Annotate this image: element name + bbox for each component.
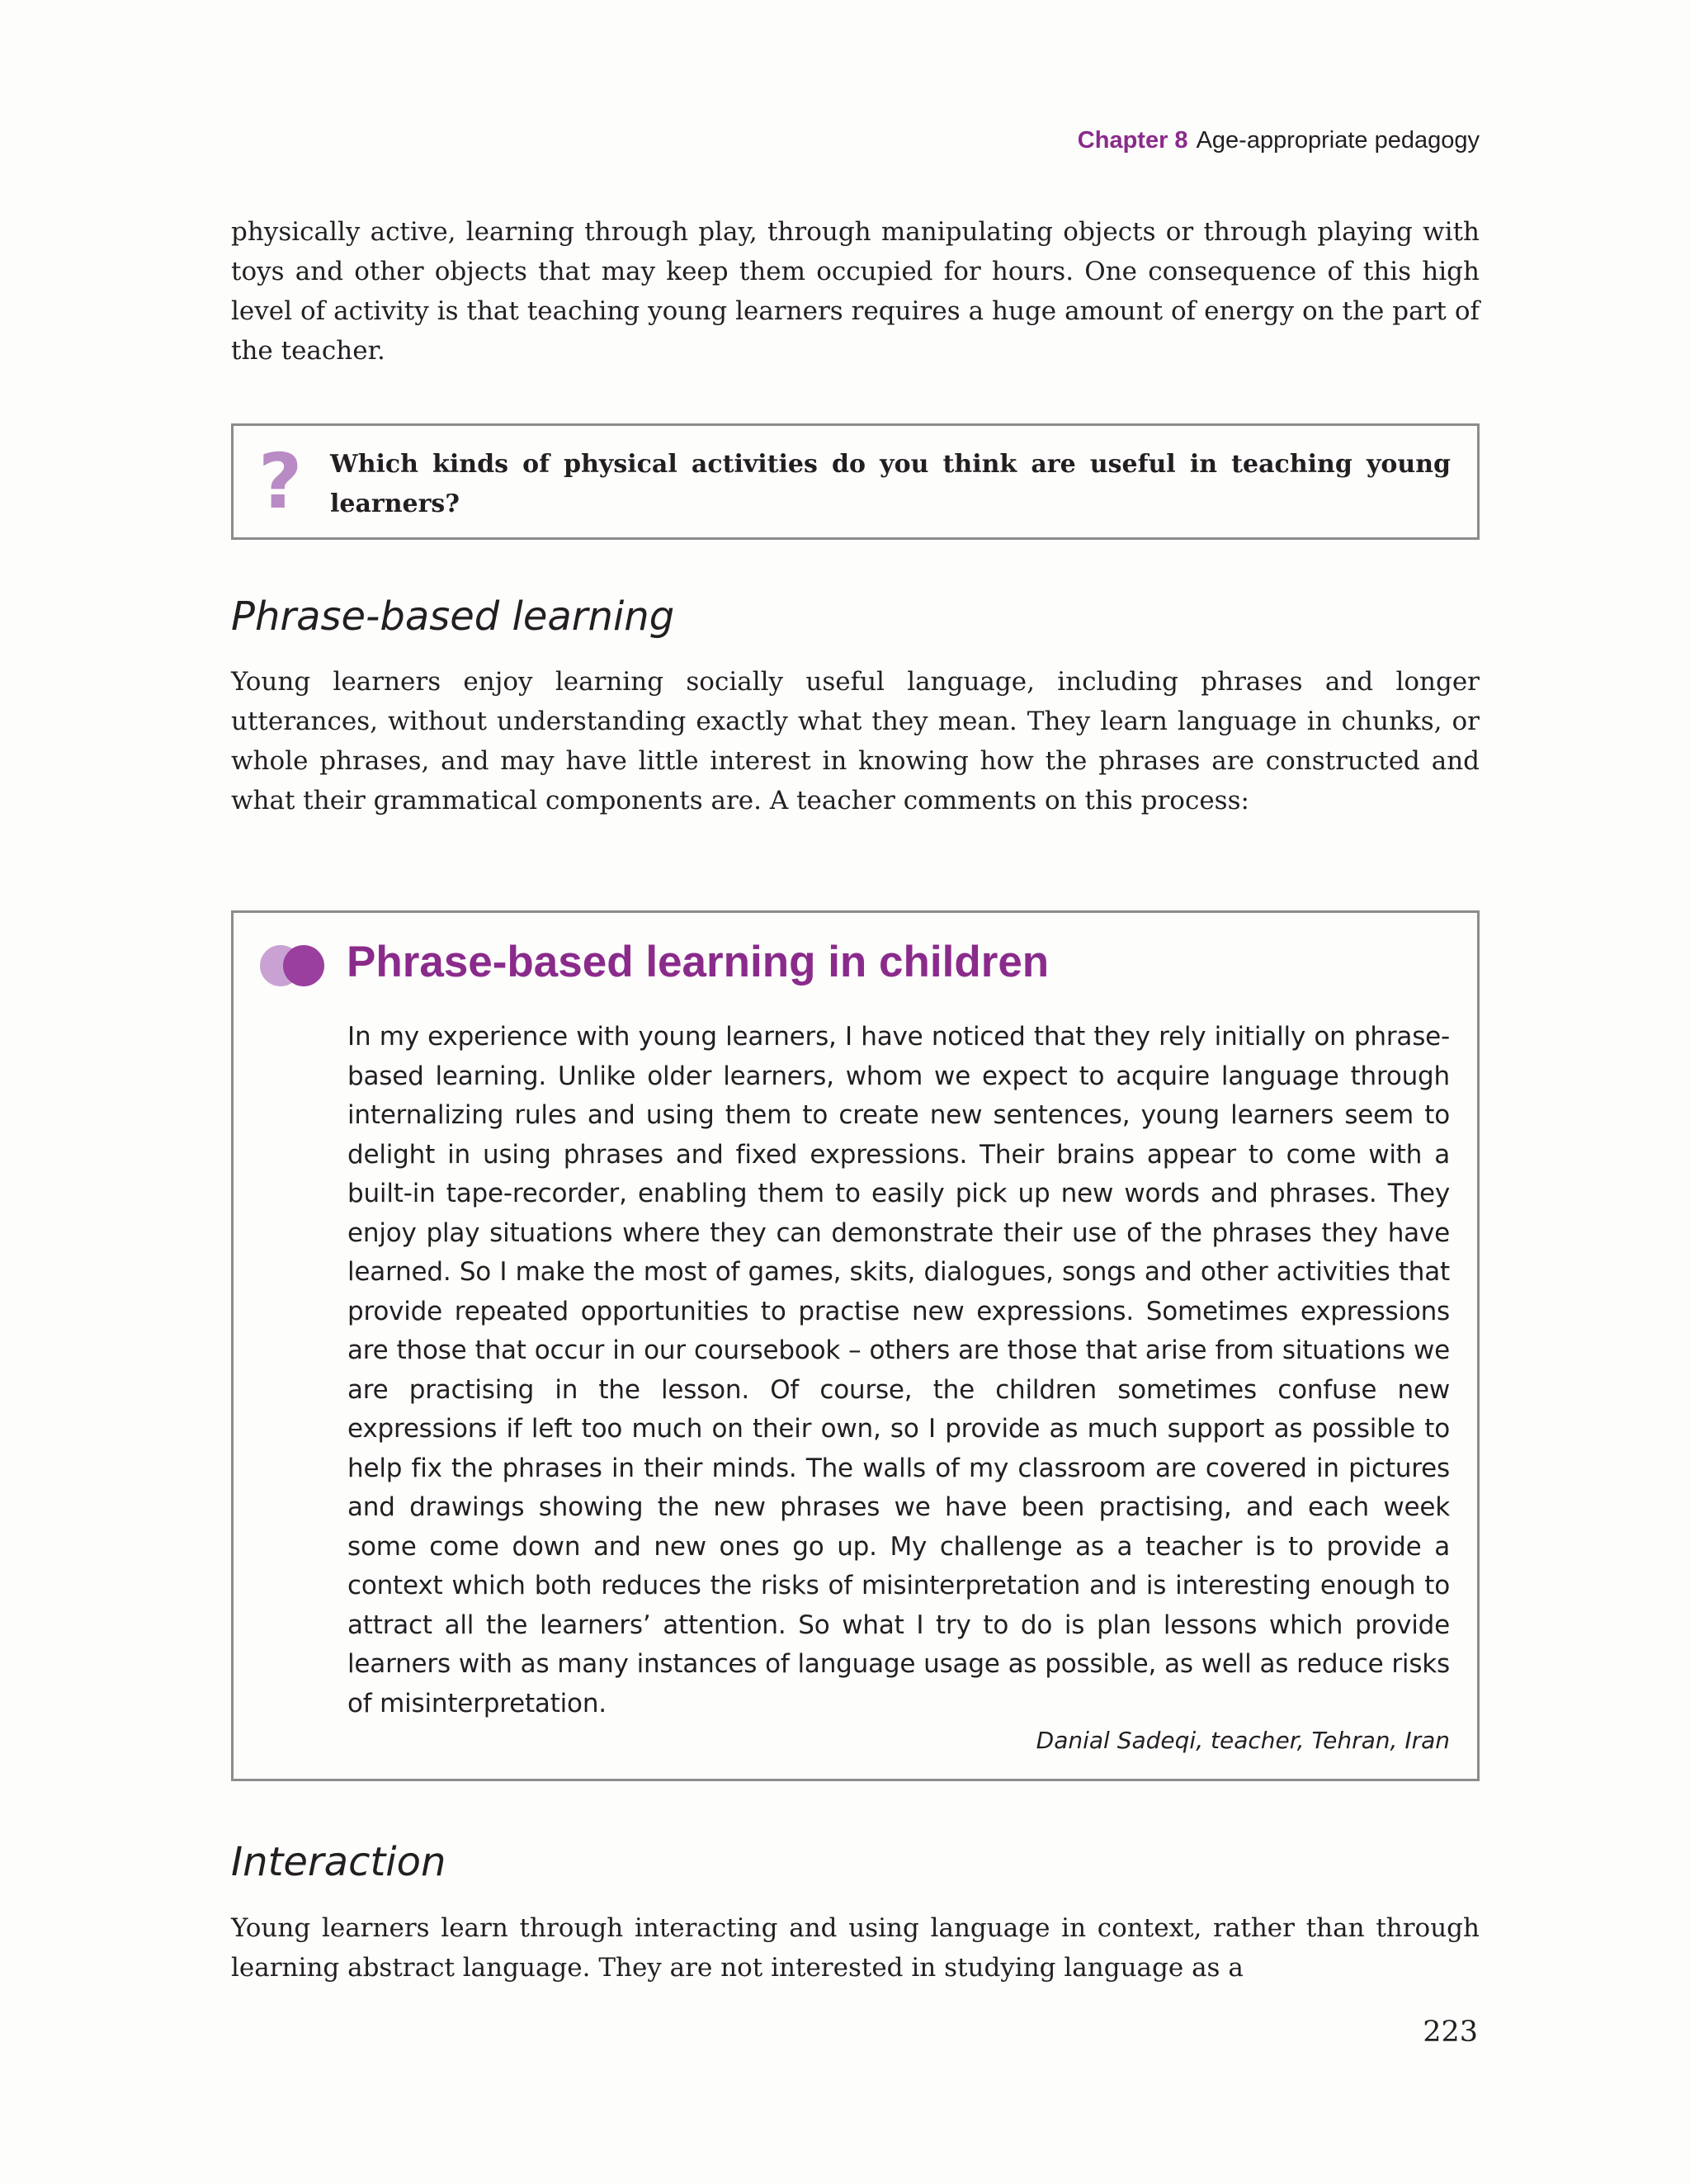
- teacher-quote-box: [231, 910, 1480, 1781]
- section-heading-phrase-based-learning: Phrase-based learning: [231, 593, 675, 640]
- quote-attribution: Danial Sadeqi, teacher, Tehran, Iran: [1036, 1727, 1450, 1754]
- question-box: [231, 423, 1480, 540]
- intro-paragraph: physically active, learning through play, through manipulating objects or through playing with toys and other objects that may keep them occupied for hours. One consequence of this high level of activity is that teaching young learners requires a huge amount of energy on the part of the teacher.: [231, 217, 1480, 366]
- question-mark-icon: ?: [258, 437, 303, 526]
- interaction-paragraph: Young learners learn through interacting and using language in context, rather than through learning abstract language. They are not interested in studying language as a: [231, 1913, 1480, 1983]
- running-head: [1078, 127, 1480, 154]
- chapter-title: Age-appropriate pedagogy: [1196, 127, 1480, 154]
- section-heading-interaction: Interaction: [231, 1839, 446, 1885]
- chapter-label: Chapter 8: [1077, 127, 1188, 154]
- question-text: Which kinds of physical activities do you think are useful in teaching young learners?: [330, 450, 1451, 518]
- speech-circles-icon: [260, 943, 326, 988]
- page-number: 223: [1423, 2016, 1478, 2049]
- phrase-based-paragraph: Young learners enjoy learning socially useful language, including phrases and longer utterances, without understanding exactly what they mean. They learn language in chunks, or whole phrases, and may have little interest in knowing how the phrases are constructed and what their grammatical components are. A teacher comments on this process:: [231, 667, 1480, 815]
- quote-text: In my experience with young learners, I have noticed that they rely initially on phrase-based learning. Unlike older learners, whom we expect to acquire language through internalizing rules and using them to create new sentences, young learners seem to delight in using phrases and fixed expressions. Their brains appear to come with a built-in tape-recorder, enabling them to easily pick up new words and phrases. They enjoy play situations where they can demonstrate their use of the phrases they have learned. So I make the most of games, skits, dialogues, songs and other activities that provide repeated opportunities to practise new expressions. Sometimes expressions are those that occur in our coursebook – others are those that arise from situations we are practising in the lesson. Of course, the children sometimes confuse new expressions if left too much on their own, so I provide as much support as possible to help fix the phrases in their minds. The walls of my classroom are covered in pictures and drawings showing the new phrases we have been practising, and each week some come down and new ones go up. My challenge as a teacher is to provide a context which both reduces the risks of misinterpretation and is interesting enough to attract all the learners’ attention. So what I try to do is plan lessons which provide learners with as many instances of language usage as possible, as well as reduce risks of misinterpretation.: [347, 1022, 1450, 1718]
- quote-box-title: Phrase-based learning in children: [347, 938, 1050, 986]
